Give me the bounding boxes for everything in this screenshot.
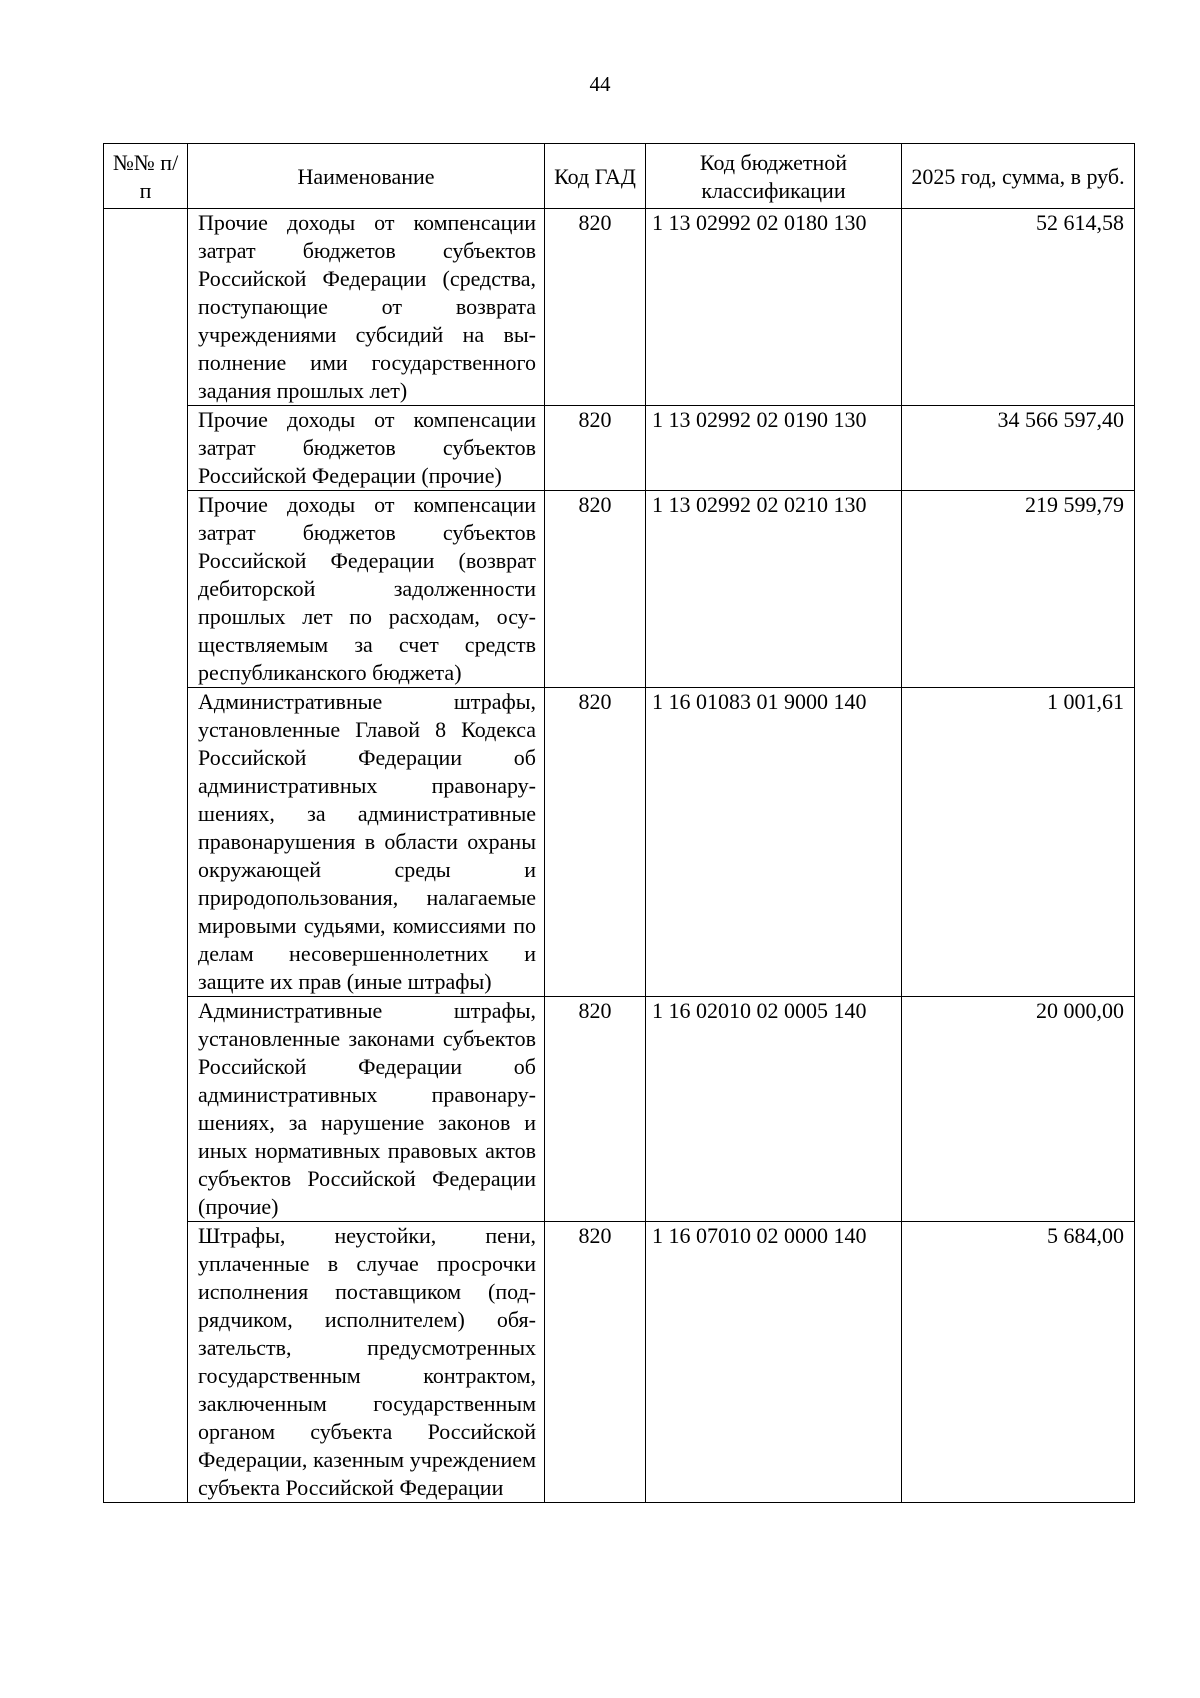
cell-name: Административные штрафы, установленные законами субъектов Российской Федерации об административных правонарушениях, за нарушение законов и иных нормативных правовых актов субъектов Российской Федерации (прочие) [188, 997, 545, 1222]
cell-kbk: 1 16 01083 01 9000 140 [646, 688, 902, 997]
cell-sum: 52 614,58 [902, 209, 1135, 406]
table-body [104, 209, 1135, 1503]
cell-kbk: 1 13 02992 02 0210 130 [646, 491, 902, 688]
table-row [104, 997, 1135, 1222]
table-row [104, 1222, 1135, 1503]
cell-kbk: 1 13 02992 02 0190 130 [646, 406, 902, 491]
cell-sum: 5 684,00 [902, 1222, 1135, 1503]
cell-sum: 219 599,79 [902, 491, 1135, 688]
cell-gad: 820 [545, 406, 646, 491]
cell-name: Штрафы, неустойки, пени, уплаченные в случае просрочки исполнения поставщиком (подрядчиком, исполнителем) обязательств, предусмотренных государственным контрактом, заключенным государственным органом субъекта Российской Федерации, казенным учреждением субъекта Российской Федерации [188, 1222, 545, 1503]
cell-name: Прочие доходы от компенсации затрат бюджетов субъектов Российской Федерации (средства, поступающие от возврата учреждениями субсидий на выполнение ими государственного задания прошлых лет) [188, 209, 545, 406]
header-row [104, 144, 1135, 209]
header-kbk: Код бюджетной классификации [646, 144, 902, 209]
header-gad: Код ГАД [545, 144, 646, 209]
header-sum: 2025 год, сумма, в руб. [902, 144, 1135, 209]
cell-gad: 820 [545, 491, 646, 688]
cell-sum: 20 000,00 [902, 997, 1135, 1222]
cell-kbk: 1 16 02010 02 0005 140 [646, 997, 902, 1222]
cell-gad: 820 [545, 688, 646, 997]
cell-sum: 1 001,61 [902, 688, 1135, 997]
cell-gad: 820 [545, 209, 646, 406]
table-row [104, 406, 1135, 491]
table-header [104, 144, 1135, 209]
cell-kbk: 1 16 07010 02 0000 140 [646, 1222, 902, 1503]
page-number: 44 [589, 72, 611, 96]
header-name: Наименование [188, 144, 545, 209]
table-row [104, 209, 1135, 406]
cell-sum: 34 566 597,40 [902, 406, 1135, 491]
budget-table [103, 143, 1135, 1503]
cell-name: Прочие доходы от компенсации затрат бюджетов субъектов Российской Федерации (возврат дебиторской задолженности прошлых лет по расходам, осуществляемым за счет средств республиканского бюджета) [188, 491, 545, 688]
table-row [104, 688, 1135, 997]
header-num: №№ п/п [104, 144, 188, 209]
cell-name: Прочие доходы от компенсации затрат бюджетов субъектов Российской Федерации (прочие) [188, 406, 545, 491]
cell-num [104, 209, 188, 1503]
cell-gad: 820 [545, 997, 646, 1222]
cell-gad: 820 [545, 1222, 646, 1503]
cell-kbk: 1 13 02992 02 0180 130 [646, 209, 902, 406]
cell-name: Административные штрафы, установленные Главой 8 Кодекса Российской Федерации об административных правонарушениях, за административные правонарушения в области охраны окружающей среды и природопользования, налагаемые мировыми судьями, комиссиями по делам несовершеннолетних и защите их прав (иные штрафы) [188, 688, 545, 997]
table-row [104, 491, 1135, 688]
